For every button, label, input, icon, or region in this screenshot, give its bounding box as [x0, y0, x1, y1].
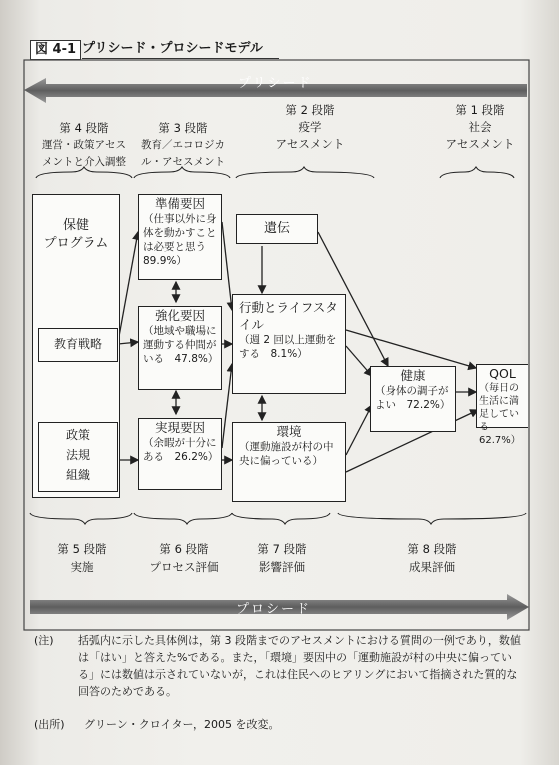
phase-4-label — [36, 120, 132, 171]
proceed-label: プロシード — [236, 602, 312, 617]
brace-p5 — [30, 513, 132, 524]
health-program-label: 保健 プログラム — [43, 218, 109, 251]
environment-box — [232, 422, 346, 502]
environment-detail: （運動施設が村の中央に偏っている） — [239, 441, 334, 467]
phase-3-line2: ル・アセスメント — [141, 156, 225, 168]
note-text: 括弧内に示した具体例は，第 3 段階までのアセスメントにおける質問の一例であり，数値は「はい」と答えた%である。また，「環境」要因中の「運動施設が村の中央に偏っている」には数値は示されていないが，これは住民へのヒアリングにおいて指摘された質的な回答のためである。 — [78, 634, 521, 698]
figure-label: 図 4-1 — [30, 40, 81, 60]
lifestyle-detail: （週 2 回以上運動をする 8.1%） — [239, 334, 337, 360]
phase-2-line2: アセスメント — [275, 137, 345, 151]
phase-5-text: 実施 — [70, 560, 94, 574]
phase-1-line1: 社会 — [468, 120, 492, 134]
phase-2-number: 第 2 段階 — [285, 103, 335, 117]
figure-title: プリシード・プロシードモデル — [82, 40, 279, 59]
lifestyle-box — [232, 294, 346, 394]
brace-p7 — [232, 513, 330, 524]
qol-title: QOL — [489, 366, 516, 381]
precede-label: プリシード — [238, 76, 313, 91]
phase-4-line1: 運営・政策アセス — [42, 139, 126, 151]
phase-4-number: 第 4 段階 — [59, 121, 109, 135]
environment-title: 環境 — [276, 424, 302, 439]
reinforcing-factor-box — [138, 306, 222, 390]
enabling-factor-box — [138, 418, 222, 490]
heredity-box: 遺伝 — [236, 214, 318, 244]
phase-7-label — [232, 540, 332, 576]
phase-3-label — [134, 120, 232, 171]
enabling-title: 実現要因 — [154, 420, 205, 435]
qol-detail: （毎日の生活に満足している 62.7%） — [479, 383, 521, 446]
phase-5-number: 第 5 段階 — [57, 542, 107, 556]
phase-7-text: 影響評価 — [259, 560, 305, 574]
health-box — [370, 366, 456, 432]
phase-2-line1: 疫学 — [298, 120, 322, 134]
enabling-detail: （余暇が十分にある 26.2%） — [143, 437, 219, 463]
health-title: 健康 — [400, 368, 426, 383]
phase-3-line1: 教育／エコロジカ — [141, 139, 225, 151]
phase-8-label — [338, 540, 526, 576]
qol-box — [476, 364, 528, 446]
phase-5-label — [30, 540, 134, 576]
phase-6-label — [134, 540, 234, 576]
reinforcing-title: 強化要因 — [154, 308, 205, 323]
phase-2-label — [250, 102, 370, 153]
brace-p6 — [134, 513, 232, 524]
policy-box: 政策 法規 組織 — [38, 422, 118, 492]
phase-6-text: プロセス評価 — [149, 560, 219, 574]
lifestyle-title: 行動とライフスタイル — [239, 300, 338, 332]
education-strategy-box: 教育戦略 — [38, 328, 118, 362]
predisposing-detail: （仕事以外に身体を動かすことは必要と思う 89.9%） — [143, 213, 217, 267]
predisposing-factor-box — [138, 194, 222, 280]
health-detail: （身体の調子がよい 72.2%） — [375, 385, 451, 411]
brace-p2 — [236, 167, 374, 178]
source-text: グリーン・クロイター，2005 を改変。 — [84, 718, 280, 731]
brace-p1 — [440, 167, 514, 178]
reinforcing-detail: （地域や職場に運動する仲間がいる 47.8%） — [143, 325, 219, 365]
brace-p8 — [338, 513, 526, 524]
phase-6-number: 第 6 段階 — [159, 542, 209, 556]
predisposing-title: 準備要因 — [154, 196, 205, 211]
phase-4-line2: メントと介入調整 — [42, 156, 126, 168]
phase-7-number: 第 7 段階 — [257, 542, 307, 556]
phase-1-line2: アセスメント — [445, 137, 515, 151]
phase-1-label — [440, 102, 520, 153]
phase-8-number: 第 8 段階 — [407, 542, 457, 556]
phase-3-number: 第 3 段階 — [158, 121, 208, 135]
source-label: (出所) — [34, 718, 65, 731]
note-label: (注) — [34, 634, 54, 647]
phase-1-number: 第 1 段階 — [455, 103, 505, 117]
phase-8-text: 成果評価 — [409, 560, 455, 574]
